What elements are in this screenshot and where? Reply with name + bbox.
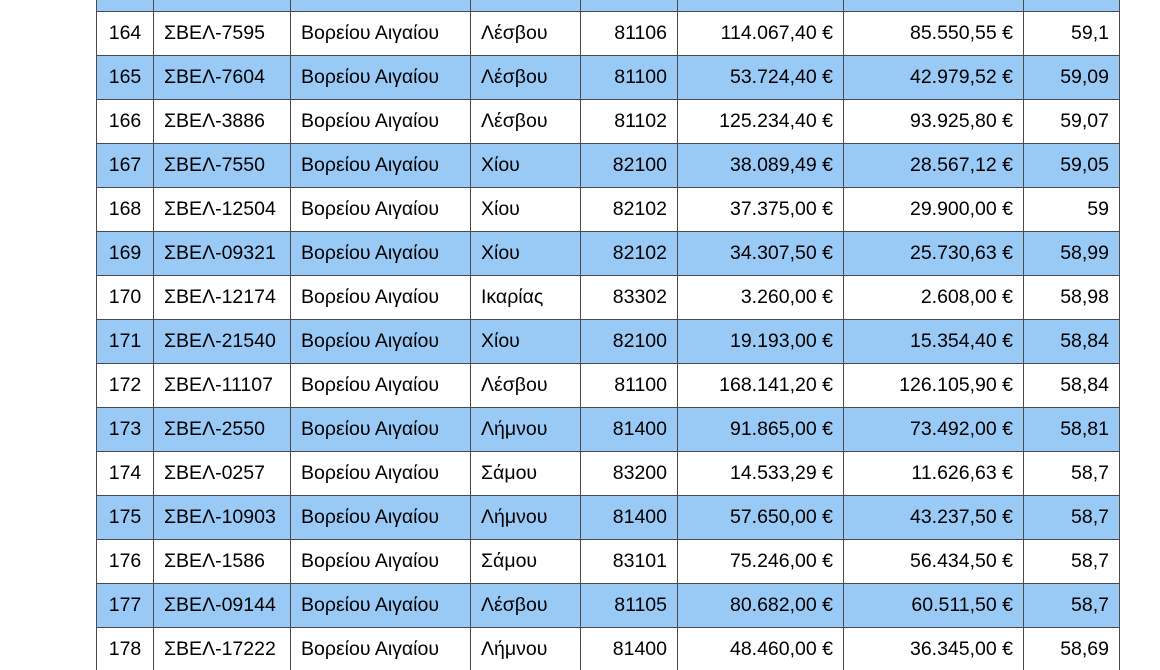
regional-unit-cell: Σάμου [471,452,581,496]
table-row [97,364,1120,408]
regional-unit-cell: Λέσβου [471,56,581,100]
row-number-cell [97,0,154,12]
subsidy-amount-cell [844,0,1024,12]
postal-code-cell: 82102 [581,232,678,276]
regional-unit-cell: Λήμνου [471,496,581,540]
protocol-code-cell: ΣΒΕΛ-09144 [154,584,291,628]
subsidy-amount-cell: 25.730,63 € [844,232,1024,276]
row-number-cell: 167 [97,144,154,188]
score-cell: 59,1 [1024,12,1120,56]
postal-code-cell: 82100 [581,144,678,188]
budget-amount-cell: 75.246,00 € [678,540,844,584]
region-cell: Βορείου Αιγαίου [291,100,471,144]
postal-code-cell: 83200 [581,452,678,496]
region-cell: Βορείου Αιγαίου [291,232,471,276]
row-number-cell: 171 [97,320,154,364]
protocol-code-cell: ΣΒΕΛ-12504 [154,188,291,232]
subsidy-amount-cell: 11.626,63 € [844,452,1024,496]
budget-amount-cell: 37.375,00 € [678,188,844,232]
region-cell: Βορείου Αιγαίου [291,276,471,320]
subsidy-amount-cell: 28.567,12 € [844,144,1024,188]
regional-unit-cell: Σάμου [471,540,581,584]
protocol-code-cell [154,0,291,12]
table-body [97,0,1120,670]
subsidy-amount-cell: 2.608,00 € [844,276,1024,320]
row-number-cell: 172 [97,364,154,408]
postal-code-cell: 81400 [581,628,678,670]
budget-amount-cell: 38.089,49 € [678,144,844,188]
protocol-code-cell: ΣΒΕΛ-11107 [154,364,291,408]
budget-amount-cell: 34.307,50 € [678,232,844,276]
region-cell: Βορείου Αιγαίου [291,540,471,584]
row-number-cell: 175 [97,496,154,540]
budget-amount-cell: 14.533,29 € [678,452,844,496]
subsidy-amount-cell: 73.492,00 € [844,408,1024,452]
budget-amount-cell: 53.724,40 € [678,56,844,100]
region-cell: Βορείου Αιγαίου [291,188,471,232]
score-cell: 58,84 [1024,320,1120,364]
postal-code-cell: 83101 [581,540,678,584]
region-cell: Βορείου Αιγαίου [291,584,471,628]
score-cell [1024,0,1120,12]
regional-unit-cell: Χίου [471,232,581,276]
results-table [96,0,1120,670]
regional-unit-cell: Λέσβου [471,12,581,56]
table-row [97,452,1120,496]
table-row [97,188,1120,232]
budget-amount-cell: 48.460,00 € [678,628,844,670]
region-cell: Βορείου Αιγαίου [291,408,471,452]
row-number-cell: 165 [97,56,154,100]
table-row [97,56,1120,100]
row-number-cell: 176 [97,540,154,584]
postal-code-cell: 81100 [581,56,678,100]
budget-amount-cell: 114.067,40 € [678,12,844,56]
postal-code-cell: 81100 [581,364,678,408]
protocol-code-cell: ΣΒΕΛ-7550 [154,144,291,188]
budget-amount-cell: 125.234,40 € [678,100,844,144]
region-cell: Βορείου Αιγαίου [291,452,471,496]
postal-code-cell: 82102 [581,188,678,232]
table-row [97,144,1120,188]
row-number-cell: 168 [97,188,154,232]
score-cell: 58,7 [1024,584,1120,628]
budget-amount-cell: 80.682,00 € [678,584,844,628]
regional-unit-cell: Λέσβου [471,584,581,628]
protocol-code-cell: ΣΒΕΛ-1586 [154,540,291,584]
subsidy-amount-cell: 42.979,52 € [844,56,1024,100]
region-cell: Βορείου Αιγαίου [291,496,471,540]
regional-unit-cell: Λέσβου [471,100,581,144]
table-row [97,0,1120,12]
row-number-cell: 170 [97,276,154,320]
subsidy-amount-cell: 126.105,90 € [844,364,1024,408]
protocol-code-cell: ΣΒΕΛ-7595 [154,12,291,56]
regional-unit-cell: Χίου [471,144,581,188]
score-cell: 58,7 [1024,452,1120,496]
budget-amount-cell: 91.865,00 € [678,408,844,452]
score-cell: 58,98 [1024,276,1120,320]
score-cell: 58,84 [1024,364,1120,408]
region-cell: Βορείου Αιγαίου [291,56,471,100]
subsidy-amount-cell: 15.354,40 € [844,320,1024,364]
budget-amount-cell: 57.650,00 € [678,496,844,540]
postal-code-cell: 81400 [581,408,678,452]
score-cell: 59,07 [1024,100,1120,144]
protocol-code-cell: ΣΒΕΛ-3886 [154,100,291,144]
region-cell: Βορείου Αιγαίου [291,628,471,670]
regional-unit-cell: Χίου [471,320,581,364]
regional-unit-cell: Λήμνου [471,628,581,670]
postal-code-cell: 82100 [581,320,678,364]
protocol-code-cell: ΣΒΕΛ-21540 [154,320,291,364]
score-cell: 59 [1024,188,1120,232]
protocol-code-cell: ΣΒΕΛ-12174 [154,276,291,320]
postal-code-cell: 81106 [581,12,678,56]
table-row [97,408,1120,452]
table-row [97,12,1120,56]
protocol-code-cell: ΣΒΕΛ-10903 [154,496,291,540]
protocol-code-cell: ΣΒΕΛ-17222 [154,628,291,670]
table-row [97,276,1120,320]
subsidy-amount-cell: 56.434,50 € [844,540,1024,584]
subsidy-amount-cell: 43.237,50 € [844,496,1024,540]
table-row [97,320,1120,364]
table-row [97,496,1120,540]
row-number-cell: 166 [97,100,154,144]
regional-unit-cell: Χίου [471,188,581,232]
budget-amount-cell: 168.141,20 € [678,364,844,408]
row-number-cell: 164 [97,12,154,56]
table-row [97,628,1120,670]
table-row [97,584,1120,628]
protocol-code-cell: ΣΒΕΛ-0257 [154,452,291,496]
score-cell: 59,09 [1024,56,1120,100]
subsidy-amount-cell: 36.345,00 € [844,628,1024,670]
region-cell: Βορείου Αιγαίου [291,12,471,56]
score-cell: 58,81 [1024,408,1120,452]
postal-code-cell: 81105 [581,584,678,628]
regional-unit-cell [471,0,581,12]
regional-unit-cell: Ικαρίας [471,276,581,320]
protocol-code-cell: ΣΒΕΛ-09321 [154,232,291,276]
postal-code-cell: 81400 [581,496,678,540]
row-number-cell: 169 [97,232,154,276]
table-row [97,232,1120,276]
row-number-cell: 178 [97,628,154,670]
table-row [97,100,1120,144]
score-cell: 58,7 [1024,540,1120,584]
region-cell: Βορείου Αιγαίου [291,320,471,364]
score-cell: 58,99 [1024,232,1120,276]
regional-unit-cell: Λήμνου [471,408,581,452]
table-row [97,540,1120,584]
score-cell: 58,7 [1024,496,1120,540]
region-cell: Βορείου Αιγαίου [291,144,471,188]
subsidy-amount-cell: 29.900,00 € [844,188,1024,232]
protocol-code-cell: ΣΒΕΛ-2550 [154,408,291,452]
score-cell: 59,05 [1024,144,1120,188]
row-number-cell: 177 [97,584,154,628]
budget-amount-cell [678,0,844,12]
budget-amount-cell: 3.260,00 € [678,276,844,320]
row-number-cell: 173 [97,408,154,452]
subsidy-amount-cell: 60.511,50 € [844,584,1024,628]
region-cell [291,0,471,12]
regional-unit-cell: Λέσβου [471,364,581,408]
budget-amount-cell: 19.193,00 € [678,320,844,364]
row-number-cell: 174 [97,452,154,496]
subsidy-amount-cell: 85.550,55 € [844,12,1024,56]
subsidy-amount-cell: 93.925,80 € [844,100,1024,144]
postal-code-cell: 83302 [581,276,678,320]
score-cell: 58,69 [1024,628,1120,670]
protocol-code-cell: ΣΒΕΛ-7604 [154,56,291,100]
postal-code-cell: 81102 [581,100,678,144]
region-cell: Βορείου Αιγαίου [291,364,471,408]
postal-code-cell [581,0,678,12]
